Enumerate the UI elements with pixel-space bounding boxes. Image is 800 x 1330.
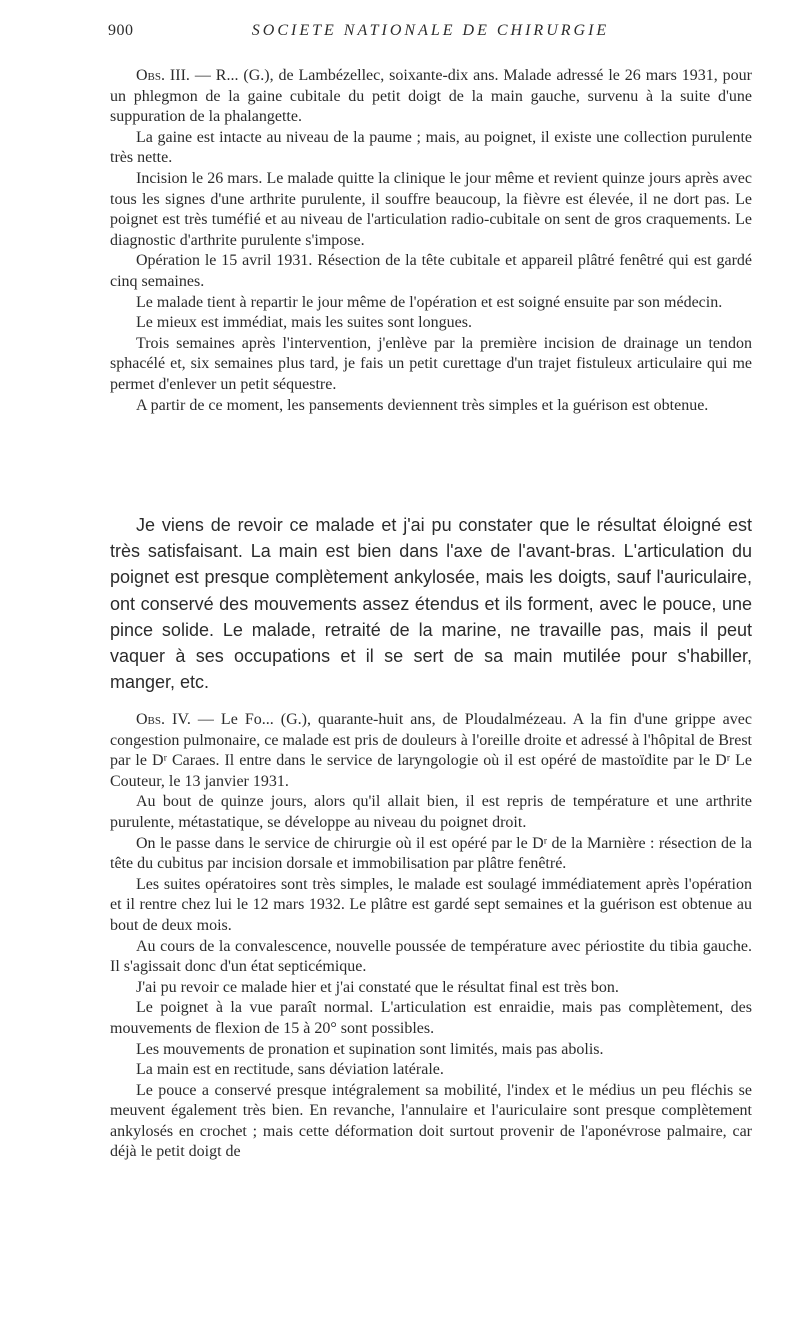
paragraph: Les suites opératoires sont très simples, le malade est soulagé immédiatement après l'opération et il rentre chez lui le 12 mars 1932. Le plâtre est gardé sept semaines et la guérison est obtenue au bout de deux mois. [110, 875, 752, 934]
paragraph: Le pouce a conservé presque intégralement sa mobilité, l'index et le médius un peu fléchis se meuvent également très bien. En revanche, l'annulaire et l'auriculaire sont presque complètement ankylosés en crochet ; mais cette déformation doit surtout provenir de l'aponévrose palmaire, car déjà le petit doigt de [110, 1081, 752, 1161]
paragraph: Le mieux est immédiat, mais les suites sont longues. [136, 314, 472, 332]
page-number: 900 [108, 22, 134, 39]
paragraph: La gaine est intacte au niveau de la paume ; mais, au poignet, il existe une collection purulente très nette. [110, 128, 752, 167]
paragraph [110, 710, 752, 792]
paragraph: Au cours de la convalescence, nouvelle poussée de température avec périostite du tibia gauche. Il s'agissait donc d'un état septicémique. [110, 937, 752, 976]
paragraph: Opération le 15 avril 1931. Résection de la tête cubitale et appareil plâtré fenêtré qui est gardé cinq semaines. [110, 252, 752, 290]
paragraph: Au bout de quinze jours, alors qu'il allait bien, il est repris de température et une arthrite purulente, métastatique, se développe au niveau du poignet droit. [110, 793, 752, 831]
observation-4 [110, 710, 752, 1163]
paragraph: Les mouvements de pronation et supination sont limités, mais pas abolis. [136, 1040, 604, 1058]
follow-up-note [110, 512, 752, 695]
paragraph [110, 66, 752, 128]
observation-label: Obs. III. [136, 67, 190, 84]
paragraph: A partir de ce moment, les pansements deviennent très simples et la guérison est obtenue. [136, 396, 709, 414]
paragraph: Le malade tient à repartir le jour même de l'opération et est soigné ensuite par son médecin. [136, 293, 723, 311]
observation-label: Obs. IV. [136, 711, 191, 728]
page-header [108, 22, 753, 46]
paragraph: J'ai pu revoir ce malade hier et j'ai constaté que le résultat final est très bon. [136, 978, 619, 996]
paragraph: La main est en rectitude, sans déviation latérale. [136, 1061, 444, 1079]
paragraph: Trois semaines après l'intervention, j'enlève par la première incision de drainage un tendon sphacélé et, six semaines plus tard, je fais un petit curettage d'un trajet fistuleux articulaire qui me permet d'enlever un petit séquestre. [110, 334, 752, 393]
paragraph-text: — Le Fo... (G.), quarante-huit ans, de Ploudalmézeau. A la fin d'une grippe avec congestion pulmonaire, ce malade est pris de douleurs à l'oreille droite et adressé à l'hôpital de Brest par le Dʳ Caraes. Il entre dans le service de laryngologie où il est opéré de mastoïdite par le Dʳ Le Couteur, le 13 janvier 1931. [110, 711, 752, 790]
running-head: SOCIETE NATIONALE DE CHIRURGIE [251, 22, 610, 39]
paragraph: Le poignet à la vue paraît normal. L'articulation est enraidie, mais pas complètement, des mouvements de flexion de 15 à 20° sont possibles. [110, 999, 752, 1037]
paragraph: Je viens de revoir ce malade et j'ai pu constater que le résultat éloigné est très satisfaisant. La main est bien dans l'axe de l'avant-bras. L'articulation du poignet est presque complètement ankylosée, mais les doigts, sauf l'auriculaire, ont conservé des mouvements assez étendus et ils forment, avec le pouce, une pince solide. Le malade, retraité de la marine, ne travaille pas, mais il peut vaquer à ses occupations et il se sert de sa main mutilée pour s'habiller, manger, etc. [110, 515, 752, 693]
paragraph-text: — R... (G.), de Lambézellec, soixante-dix ans. Malade adressé le 26 mars 1931, pour un phlegmon de la gaine cubitale du petit doigt de la main gauche, survenu à la suite d'une suppuration de la phalangette. [110, 67, 752, 126]
paragraph: On le passe dans le service de chirurgie où il est opéré par le Dʳ de la Marnière : résection de la tête du cubitus par incision dorsale et immobilisation par plâtre fenêtré. [110, 834, 752, 873]
paragraph: Incision le 26 mars. Le malade quitte la clinique le jour même et revient quinze jours après avec tous les signes d'une arthrite purulente, il souffre beaucoup, la fièvre est élevée, il ne dort pas. Le poignet est très tuméfié et au niveau de l'articulation radio-cubitale on sent de gros craquements. Le diagnostic d'arthrite purulente s'impose. [110, 169, 752, 249]
observation-3 [110, 66, 752, 416]
